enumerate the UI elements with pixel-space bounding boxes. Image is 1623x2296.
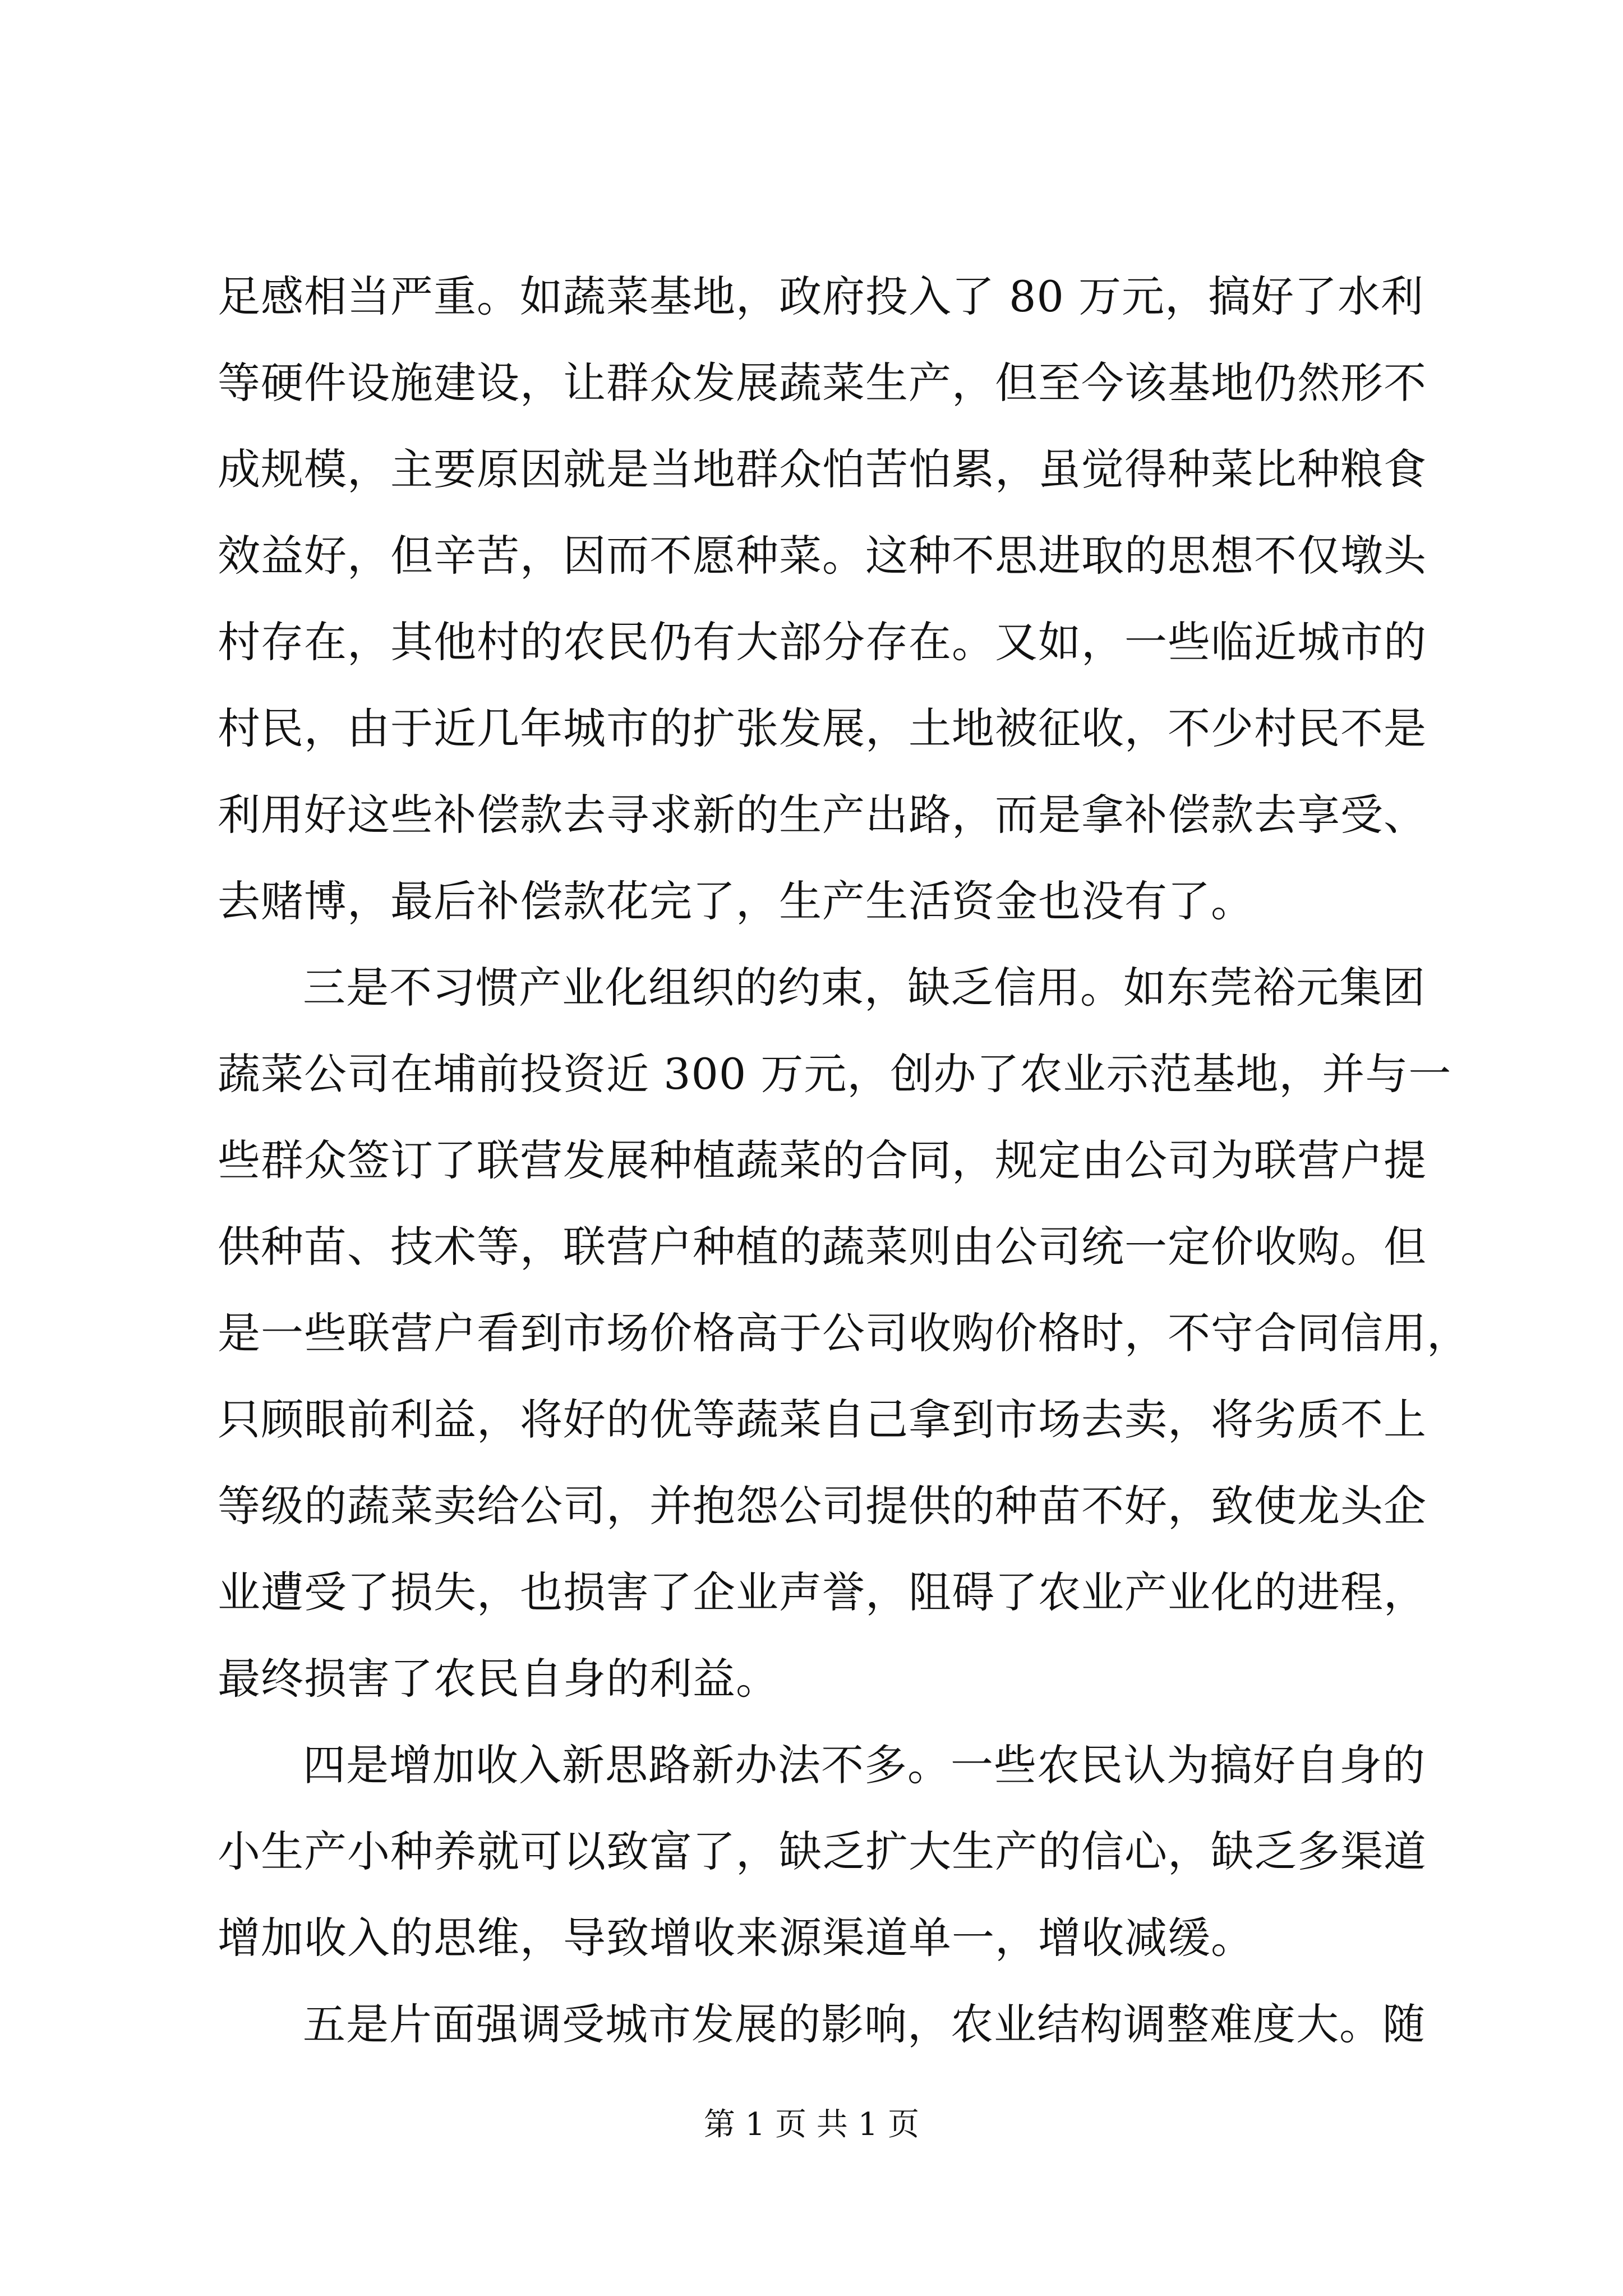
text-line: 效益好，但辛苦，因而不愿种菜。这种不思进取的思想不仅墩头 bbox=[218, 531, 1427, 581]
text-line: 些群众签订了联营发展种植蔬菜的合同，规定由公司为联营户提 bbox=[218, 1135, 1427, 1185]
text-line: 增加收入的思维，导致增收来源渠道单一，增收减缓。 bbox=[218, 1913, 1254, 1963]
text-line: 供种苗、技术等，联营户种植的蔬菜则由公司统一定价收购。但 bbox=[218, 1222, 1427, 1272]
text-line: 蔬菜公司在埔前投资近 300 万元，创办了农业示范基地，并与一 bbox=[218, 1049, 1452, 1099]
text-line: 利用好这些补偿款去寻求新的生产出路，而是拿补偿款去享受、 bbox=[218, 790, 1427, 840]
text-line: 是一些联营户看到市场价格高于公司收购价格时，不守合同信用， bbox=[218, 1308, 1470, 1358]
paragraph-first-line: 五是片面强调受城市发展的影响，农业结构调整难度大。随 bbox=[303, 1999, 1426, 2049]
text-line: 业遭受了损失，也损害了企业声誉，阻碍了农业产业化的进程， bbox=[218, 1567, 1427, 1617]
page-footer: 第 1 页 共 1 页 bbox=[703, 2106, 920, 2143]
text-line: 村存在，其他村的农民仍有大部分存在。又如，一些临近城市的 bbox=[218, 617, 1427, 667]
text-line: 村民，由于近几年城市的扩张发展，土地被征收，不少村民不是 bbox=[218, 703, 1427, 753]
paragraph-first-line: 三是不习惯产业化组织的约束，缺乏信用。如东莞裕元集团 bbox=[303, 963, 1426, 1013]
text-line: 小生产小种养就可以致富了，缺乏扩大生产的信心，缺乏多渠道 bbox=[218, 1826, 1427, 1876]
text-line: 足感相当严重。如蔬菜基地，政府投入了 80 万元，搞好了水利 bbox=[218, 272, 1424, 321]
paragraph-first-line: 四是增加收入新思路新办法不多。一些农民认为搞好自身的 bbox=[303, 1740, 1426, 1790]
text-line: 等级的蔬菜卖给公司，并抱怨公司提供的种苗不好，致使龙头企 bbox=[218, 1481, 1427, 1531]
text-line: 最终损害了农民自身的利益。 bbox=[218, 1654, 779, 1704]
text-line: 等硬件设施建设，让群众发展蔬菜生产，但至今该基地仍然形不 bbox=[218, 358, 1427, 408]
text-line: 只顾眼前利益，将好的优等蔬菜自己拿到市场去卖，将劣质不上 bbox=[218, 1395, 1427, 1444]
text-line: 成规模，主要原因就是当地群众怕苦怕累，虽觉得种菜比种粮食 bbox=[218, 444, 1427, 494]
text-line: 去赌博，最后补偿款花完了，生产生活资金也没有了。 bbox=[218, 876, 1254, 926]
document-body bbox=[218, 254, 1470, 2068]
